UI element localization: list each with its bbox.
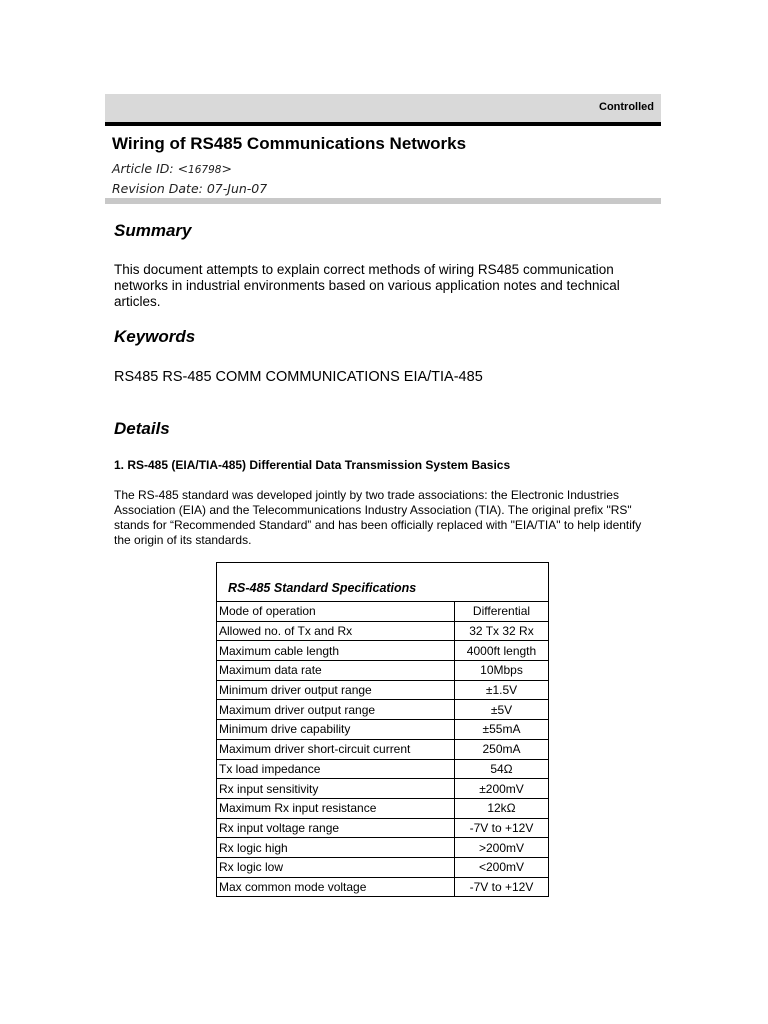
spec-parameter: Mode of operation [217, 602, 455, 622]
spec-table-box [216, 562, 549, 897]
table-row [217, 779, 549, 799]
revision-date: Revision Date: 07-Jun-07 [112, 181, 268, 196]
summary-text: This document attempts to explain correct methods of wiring RS485 communication networks in industrial environments based on various application notes and technical articles. [114, 262, 620, 309]
header-band [105, 94, 661, 122]
spec-value: >200mV [455, 838, 549, 858]
spec-value: 250mA [455, 739, 549, 759]
table-row [217, 621, 549, 641]
table-row [217, 838, 549, 858]
spec-value: <200mV [455, 857, 549, 877]
spec-parameter: Rx input sensitivity [217, 779, 455, 799]
spec-value: 54Ω [455, 759, 549, 779]
spec-value: ±55mA [455, 720, 549, 740]
article-id [112, 161, 232, 176]
table-row [217, 877, 549, 897]
details-subheading: 1. RS-485 (EIA/TIA-485) Differential Data Transmission System Basics [114, 458, 511, 472]
header-rule [105, 122, 661, 126]
section-divider [105, 198, 661, 204]
keywords-heading: Keywords [114, 327, 196, 346]
details-heading: Details [114, 419, 170, 438]
article-id-value: 16798 [188, 164, 222, 176]
details-text: The RS-485 standard was developed jointly by two trade associations: the Electronic Industries Association (EIA) and the Telecommunications Industry Association (TIA). The original prefix "RS" stands for “Recommended Standard” and has been officially replaced with "EIA/TIA" to help identify the origin of its standards. [114, 488, 642, 547]
spec-parameter: Maximum data rate [217, 661, 455, 681]
table-row [217, 739, 549, 759]
spec-parameter: Maximum driver short-circuit current [217, 739, 455, 759]
spec-parameter: Minimum drive capability [217, 720, 455, 740]
spec-parameter: Rx logic low [217, 857, 455, 877]
table-row [217, 661, 549, 681]
spec-value: ±5V [455, 700, 549, 720]
spec-parameter: Rx input voltage range [217, 818, 455, 838]
spec-parameter: Max common mode voltage [217, 877, 455, 897]
spec-parameter: Maximum cable length [217, 641, 455, 661]
table-row [217, 641, 549, 661]
table-row [217, 818, 549, 838]
table-row [217, 857, 549, 877]
spec-table-title: RS-485 Standard Specifications [228, 581, 417, 595]
article-id-label: Article ID: < [112, 161, 189, 176]
spec-table [216, 601, 549, 897]
table-row [217, 759, 549, 779]
table-row [217, 680, 549, 700]
spec-parameter: Rx logic high [217, 838, 455, 858]
spec-parameter: Tx load impedance [217, 759, 455, 779]
document-status-label: Controlled [599, 101, 654, 113]
spec-value: ±200mV [455, 779, 549, 799]
spec-value: 10Mbps [455, 661, 549, 681]
spec-value: 4000ft length [455, 641, 549, 661]
table-row [217, 700, 549, 720]
summary-heading: Summary [114, 221, 192, 240]
table-row [217, 798, 549, 818]
spec-value: 12kΩ [455, 798, 549, 818]
article-id-close: > [221, 161, 232, 176]
table-row [217, 602, 549, 622]
spec-parameter: Allowed no. of Tx and Rx [217, 621, 455, 641]
spec-value: ±1.5V [455, 680, 549, 700]
spec-value: 32 Tx 32 Rx [455, 621, 549, 641]
spec-value: -7V to +12V [455, 877, 549, 897]
article-title: Wiring of RS485 Communications Networks [112, 134, 467, 153]
spec-parameter: Maximum driver output range [217, 700, 455, 720]
spec-parameter: Minimum driver output range [217, 680, 455, 700]
spec-value: -7V to +12V [455, 818, 549, 838]
keywords-text: RS485 RS-485 COMM COMMUNICATIONS EIA/TIA-485 [114, 369, 483, 385]
spec-value: Differential [455, 602, 549, 622]
spec-parameter: Maximum Rx input resistance [217, 798, 455, 818]
table-row [217, 720, 549, 740]
